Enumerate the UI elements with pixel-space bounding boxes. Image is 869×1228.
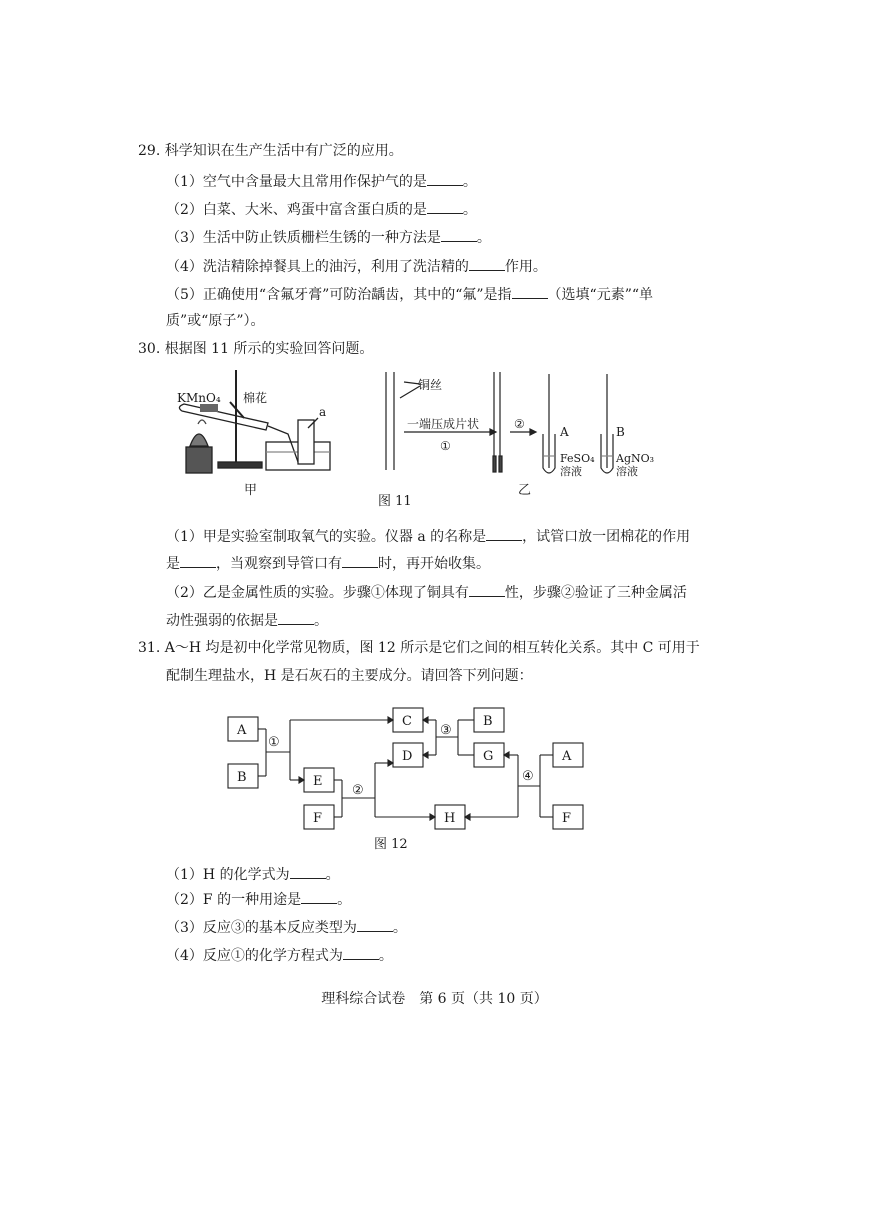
q29-title: 29. 科学知识在生产生活中有广泛的应用。 [138,143,403,159]
answer-blank[interactable] [301,889,337,904]
q29-item-1: （1）空气中含量最大且常用作保护气的是 。 [166,171,477,192]
answer-blank[interactable] [290,864,326,879]
q29-item-2: （2）白菜、大米、鸡蛋中富含蛋白质的是 。 [166,199,477,220]
q31-item-1: （1）H 的化学式为 。 [166,864,340,885]
q29-item-4: （4）洗洁精除掉餐具上的油污，利用了洗洁精的 作用。 [166,256,547,277]
reaction-3-label: ③ [440,723,452,738]
instrument-a-label: a [319,405,327,419]
yi-label: 乙 [518,483,532,498]
node-f-right: F [562,811,572,826]
answer-blank[interactable] [343,945,379,960]
step1-num: ① [440,439,451,453]
q31-line2: 配制生理盐水，H 是石灰石的主要成分。请回答下列问题： [166,668,533,684]
jia-label: 甲 [244,483,258,498]
q30-p2-line2: 动性强弱的依据是 。 [166,610,328,631]
node-b-right: B [483,714,493,729]
figure-12-caption: 图 12 [374,837,408,852]
q30-p1-line1: （1）甲是实验室制取氧气的实验。仪器 a 的名称是 ，试管口放一团棉花的作用 [166,526,690,547]
node-a: A [237,723,247,738]
q31-line1: 31. A～H 均是初中化学常见物质，图 12 所示是它们之间的相互转化关系。其中 C 可用于 [138,640,700,656]
node-e: E [313,774,323,789]
solution-label-a: 溶液 [560,465,582,478]
q29-item-3: （3）生活中防止铁质栅栏生锈的一种方法是 。 [166,227,491,248]
q29-item-5: （5）正确使用“含氟牙膏”可防治龋齿，其中的“氟”是指 （选填“元素”“单 [166,284,653,305]
node-f: F [313,811,323,826]
agno3-label: AgNO₃ [616,452,655,465]
node-c: C [402,714,412,729]
kmno4-label: KMnO₄ [177,391,221,405]
cotton-label: 棉花 [243,391,268,405]
q30-p2-line1: （2）乙是金属性质的实验。步骤①体现了铜具有 性，步骤②验证了三种金属活 [166,582,687,603]
node-b: B [237,770,247,785]
reaction-1-label: ① [268,735,280,750]
q30-p1-line2: 是 ，当观察到导管口有 时，再开始收集。 [166,553,490,574]
node-g: G [483,749,494,764]
q29-item-5-cont: 质”或“原子”）。 [166,313,265,329]
reaction-4-label: ④ [522,769,534,784]
reaction-2-label: ② [352,783,364,798]
node-d: D [402,749,413,764]
q31-item-4: （4）反应①的化学方程式为 。 [166,945,393,966]
solution-label-b: 溶液 [616,465,638,478]
copper-wire-label: 铜丝 [418,378,443,392]
step2-num: ② [514,417,525,431]
q31-item-2: （2）F 的一种用途是 。 [166,889,351,910]
page-footer: 理科综合试卷 第 6 页（共 10 页） [321,991,548,1007]
tube-b-label: B [616,425,625,439]
node-a-right: A [562,749,572,764]
tube-a-label: A [560,425,569,439]
figure-11-caption: 图 11 [378,494,412,509]
node-h: H [444,811,456,826]
step1-text: 一端压成片状 [407,417,480,431]
answer-blank[interactable] [357,917,393,932]
q31-item-3: （3）反应③的基本反应类型为 。 [166,917,407,938]
q30-title: 30. 根据图 11 所示的实验回答问题。 [138,341,374,357]
feso4-label: FeSO₄ [560,452,595,465]
